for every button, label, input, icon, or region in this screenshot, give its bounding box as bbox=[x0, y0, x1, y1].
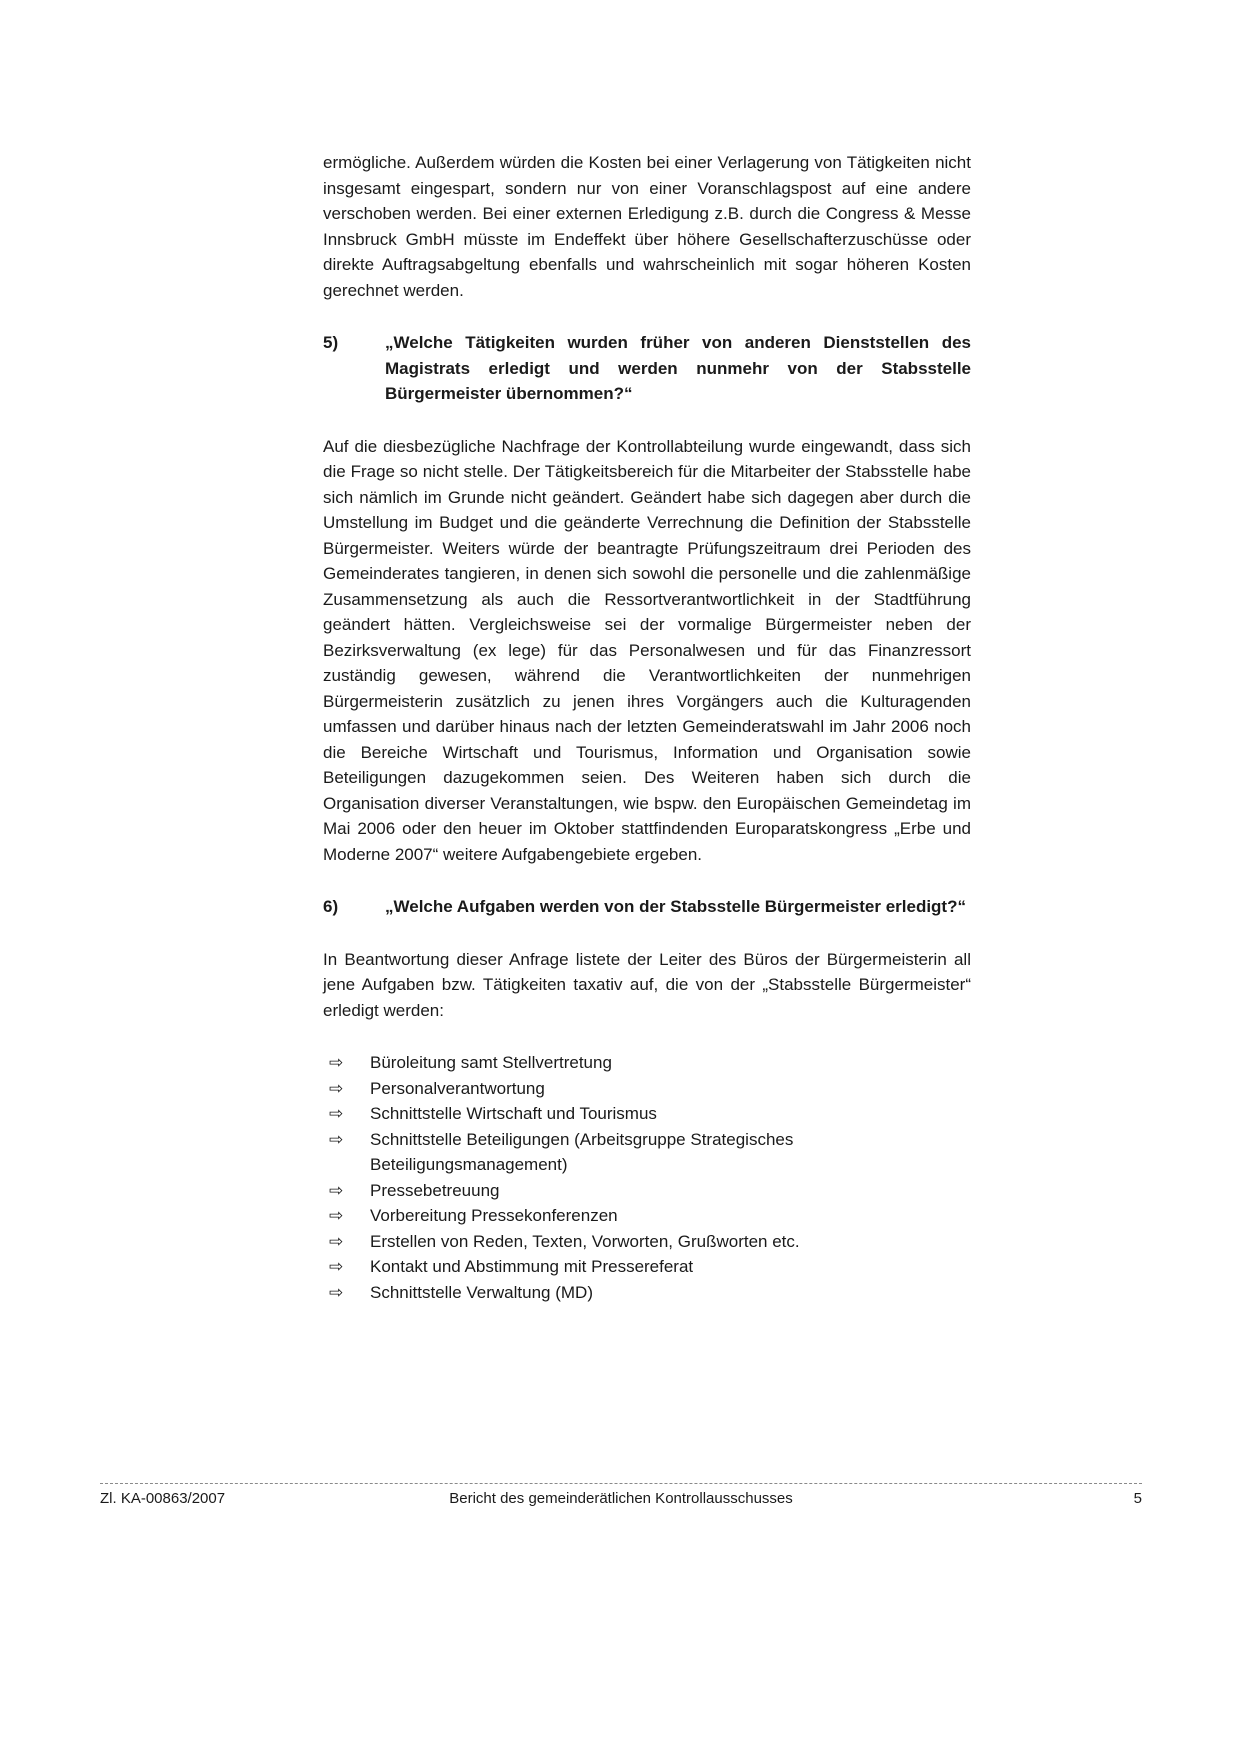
document-body bbox=[323, 150, 971, 1305]
list-item bbox=[323, 1280, 971, 1306]
arrow-right-icon: ⇨ bbox=[329, 1078, 344, 1098]
arrow-right-icon: ⇨ bbox=[329, 1282, 344, 1302]
arrow-right-icon: ⇨ bbox=[329, 1129, 344, 1149]
footer-divider bbox=[100, 1483, 1142, 1484]
list-item bbox=[323, 1050, 971, 1076]
list-item bbox=[323, 1254, 971, 1280]
list-item bbox=[323, 1178, 971, 1204]
list-item-text: Pressebetreuung bbox=[370, 1180, 500, 1200]
list-item-text: Kontakt und Abstimmung mit Pressereferat bbox=[370, 1257, 694, 1276]
paragraph-section-5: Auf die diesbezügliche Nachfrage der Kontrollabteilung wurde eingewandt, dass sich die Frage so nicht stelle. Der Tätigkeitsbereich für die Mitarbeiter der Stabsstelle habe sich nämlich im Grunde nicht geändert. Geändert habe sich dagegen aber durch die Umstellung im Budget und die geänderte Verrechnung die Definition der Stabsstelle Bürgermeister. Weiters würde der beantragte Prüfungszeitraum drei Perioden des Gemeinderates tangieren, in denen sich sowohl die personelle und die zahlenmäßige Zusammensetzung als auch die Ressortverantwortlichkeit in der Stadtführung geändert hätten. Vergleichsweise sei der vormalige Bürgermeister neben der Bezirksverwaltung (ex lege) für das Personalwesen und für das Finanzressort zuständig gewesen, während die Verantwortlichkeiten der nunmehrigen Bürgermeisterin zusätzlich zu jenen ihres Vorgängers auch die Kulturagenden umfassen und darüber hinaus nach der letzten Gemeinderatswahl im Jahr 2006 noch die Bereiche Wirtschaft und Tourismus, Information und Organisation sowie Beteiligungen dazugekommen seien. Des Weiteren haben sich durch die Organisation diverser Veranstaltungen, wie bspw. den Europäischen Gemeindetag im Mai 2006 oder den heuer im Oktober stattfindenden Europaratskongress „Erbe und Moderne 2007“ weitere Aufgabengebiete ergeben. bbox=[323, 436, 971, 864]
footer-page-number: 5 bbox=[1133, 1490, 1142, 1507]
list-item bbox=[323, 1101, 971, 1127]
section-5-title: „Welche Tätigkeiten wurden früher von anderen Dienststellen des Magistrats erledigt und werden nunmehr von der Stabsstelle Bürgermeister übernommen?“ bbox=[385, 333, 971, 403]
list-item bbox=[323, 1229, 971, 1255]
section-6-title: „Welche Aufgaben werden von der Stabsstelle Bürgermeister erledigt?“ bbox=[385, 897, 966, 916]
list-item-text: Schnittstelle Wirtschaft und Tourismus bbox=[370, 1104, 657, 1123]
task-list bbox=[323, 1050, 971, 1305]
section-6-number: 6) bbox=[323, 897, 339, 916]
list-item-text: Vorbereitung Pressekonferenzen bbox=[370, 1206, 618, 1225]
arrow-right-icon: ⇨ bbox=[329, 1104, 344, 1123]
list-item bbox=[323, 1203, 971, 1229]
list-item-text: Erstellen von Reden, Texten, Vorworten, Grußworten etc. bbox=[370, 1231, 800, 1251]
footer-document-title: Bericht des gemeinderätlichen Kontrollausschusses bbox=[449, 1490, 793, 1507]
list-item-text: Schnittstelle Verwaltung (MD) bbox=[370, 1282, 593, 1302]
section-5-heading bbox=[323, 330, 971, 407]
list-item bbox=[323, 1127, 971, 1178]
paragraph-section-6: In Beantwortung dieser Anfrage listete der Leiter des Büros der Bürgermeisterin all jene Aufgaben bzw. Tätigkeiten taxativ auf, die von der „Stabsstelle Bürgermeister“ erledigt werden: bbox=[323, 949, 971, 1020]
arrow-right-icon: ⇨ bbox=[329, 1053, 344, 1072]
arrow-right-icon: ⇨ bbox=[329, 1180, 344, 1200]
list-item-text: Schnittstelle Beteiligungen (Arbeitsgruppe Strategisches Beteiligungsmanagement) bbox=[370, 1129, 794, 1174]
footer-row bbox=[100, 1490, 1142, 1510]
list-item bbox=[323, 1076, 971, 1102]
section-5-number: 5) bbox=[323, 333, 339, 352]
arrow-right-icon: ⇨ bbox=[329, 1231, 344, 1251]
arrow-right-icon: ⇨ bbox=[329, 1257, 344, 1276]
page-footer bbox=[100, 1483, 1142, 1510]
section-6-heading bbox=[323, 894, 971, 920]
footer-reference-number: Zl. KA-00863/2007 bbox=[100, 1490, 226, 1507]
list-item-text: Büroleitung samt Stellvertretung bbox=[370, 1053, 612, 1072]
arrow-right-icon: ⇨ bbox=[329, 1206, 344, 1225]
list-item-text: Personalverantwortung bbox=[370, 1078, 545, 1098]
paragraph-continuation: ermögliche. Außerdem würden die Kosten bei einer Verlagerung von Tätigkeiten nicht insgesamt eingespart, sondern nur von einer Voranschlagspost auf eine andere verschoben werden. Bei einer externen Erledigung z.B. durch die Congress & Messe Innsbruck GmbH müsste im Endeffekt über höhere Gesellschafterzuschüsse oder direkte Auftragsabgeltung ebenfalls und wahrscheinlich mit sogar höheren Kosten gerechnet werden. bbox=[323, 153, 971, 300]
